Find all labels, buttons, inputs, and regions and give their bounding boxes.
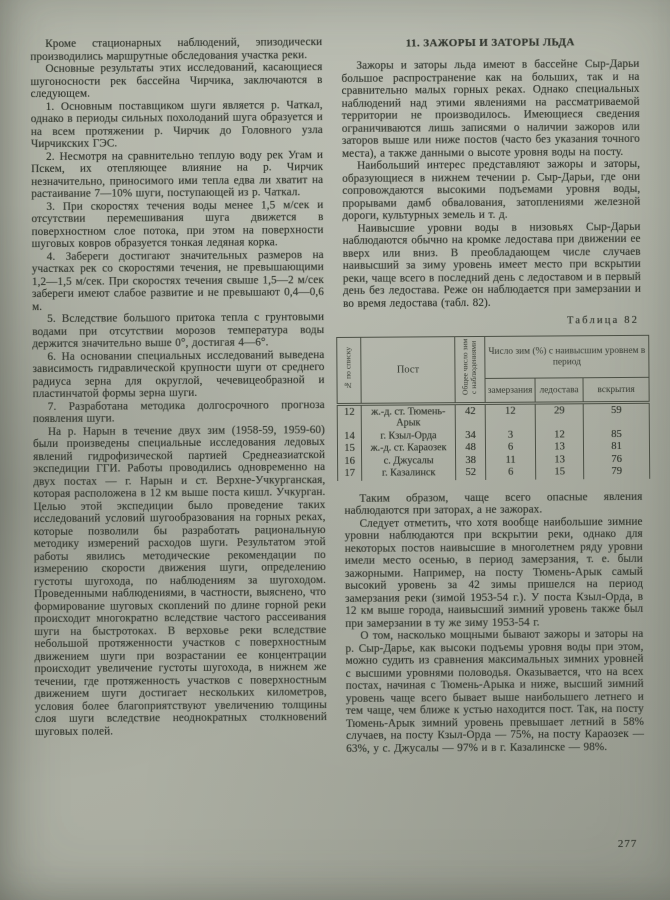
page-number: 277 bbox=[617, 837, 638, 851]
left-column bbox=[30, 36, 327, 738]
cell-breakup: 59 bbox=[583, 402, 649, 428]
cell-total-winters: 42 bbox=[455, 403, 485, 429]
table-row bbox=[338, 466, 650, 481]
paragraph: 2. Несмотря на сравнительно теплую воду рек Угам и Пскем, их отепляющее влияние на р. Чирчик незначительно, приносимого ими тепла едва ли хватит на растаивание 7—10% шуги, поступающей из р. Чаткал. bbox=[30, 148, 324, 201]
paragraph: Зажоры и заторы льда имеют в бассейне Сыр-Дарьи большое распространение как на больших, так и на сравнительно малых горных реках. Однако специальных наблюдений над этими явлениями на рассматриваемой территории не производилось. Имеющиеся сведения ограничиваются лишь записями о наличии зажоров или заторов выше или ниже постов (часто без указания точного места), а также данными о высоте уровня воды на посту. bbox=[341, 57, 640, 160]
paragraph: 7. Разработана методика долгосрочного прогноза появления шуги. bbox=[32, 398, 325, 426]
table-82 bbox=[336, 335, 650, 481]
right-column-top-paragraphs bbox=[341, 58, 641, 310]
cell-breakup: 76 bbox=[584, 453, 650, 466]
cell-freezeup: 6 bbox=[486, 467, 536, 480]
cell-icecover: 15 bbox=[536, 466, 584, 479]
table-caption: Таблица 82 bbox=[566, 314, 640, 327]
paragraph: 4. Забереги достигают значительных размеров на участках рек со скоростями течения, не превышающими 1,2—1,5 м/сек. При скоростях течения свыше 1,5—2 м/сек забереги имеют слабое развитие и не превышают 0,4—0,6 м. bbox=[31, 248, 324, 313]
cell-number: 12 bbox=[337, 404, 361, 430]
section-heading: 11. ЗАЖОРЫ И ЗАТОРЫ ЛЬДА bbox=[405, 36, 575, 50]
cell-icecover: 12 bbox=[535, 428, 583, 441]
paragraph: Таким образом, чаще всего опасные явления наблюдаются при заторах, а не зажорах. bbox=[344, 490, 643, 517]
cell-post: ж.-д. ст. Тюмень-Арык bbox=[361, 404, 455, 430]
column-header-breakup: вскрытия bbox=[583, 377, 649, 402]
column-header-group: Число зим (%) с наивысшим уровнем в период bbox=[485, 335, 649, 378]
cell-icecover: 29 bbox=[535, 403, 583, 429]
paragraph: На р. Нарын в течение двух зим (1958-59, 1959-60) были произведены специальные исследования ледовых явлений гидрофизической партией Среднеазиатской экспедиции ГГИ. Работы проводились одновременно на двух постах — г. Нарын и ст. Верхне-Учкурганская, которая расположена в 12 км выше поста кишл. Учкурган. Целью этой экспедиции было проведение таких исследований условий шугообразования на горных реках, которые позволили бы разработать рациональную методику измерений расходов шуги. Результатом этой работы явились методические рекомендации по измерению скорости движения шуги, определению густоты шугохода, по наблюдениям за шугоходом. Проведенными наблюдениями, в частности, выяснено, что формирование шуговых скоплений по длине горной реки происходит многократно вследствие частого рассеивания шуги на быстротоках. В верховье реки вследствие небольшой протяженности участков с поверхностным движением шуги при возрастании ее концентрации происходит увеличение густоты шугохода, в нижнем же течении, где протяженность участков с поверхностным движением шуги достигает нескольких километров, условия более благоприятствуют увеличению толщины слоя шуги вследствие неоднократных столкновений шуговых полей. bbox=[32, 423, 327, 738]
paragraph: Основные результаты этих исследований, касающиеся шугоносности рек бассейна Чирчика, заключаются в следующем. bbox=[30, 61, 323, 101]
cell-freezeup: 11 bbox=[486, 454, 536, 467]
paragraph: 1. Основным поставщиком шуги является р. Чаткал, однако в периоды сильных похолоданий шуга образуется и на всем протяжении р. Чирчик до Головного узла Чирчикских ГЭС. bbox=[30, 98, 323, 151]
paragraph: Наибольший интерес представляют зажоры и заторы, образующиеся в нижнем течении р. Сыр-Дарьи, где они сопровождаются высокими подъемами уровня воды, прорывами дамб обвалования, затоплениями железной дороги, культурных земель и т. д. bbox=[342, 157, 641, 222]
table-row bbox=[337, 402, 649, 430]
cell-number: 16 bbox=[338, 455, 362, 468]
column-header-freezeup: замерзания bbox=[485, 378, 535, 403]
cell-number: 14 bbox=[337, 430, 361, 443]
cell-icecover: 13 bbox=[536, 454, 584, 467]
column-header-total-winters: Общее число зим с наблюдениями bbox=[455, 336, 485, 403]
cell-number: 15 bbox=[337, 443, 361, 456]
cell-breakup: 85 bbox=[583, 428, 649, 441]
cell-total-winters: 38 bbox=[456, 454, 486, 467]
cell-post: с. Джусалы bbox=[362, 455, 456, 468]
paragraph: Следует отметить, что хотя вообще наибольшие зимние уровни наблюдаются при вскрытии реки, однако для некоторых постов наивысшие в многолетнем ряду уровни имели место осенью, в период замерзания, т. е. были зажорными. Например, на посту Тюмень-Арык самый высокий уровень за 42 зимы пришелся на период замерзания реки (зимой 1953-54 г.). У поста Кзыл-Орда, в 12 км выше города, наивысший зимний уровень также был при замерзании в ту же зиму 1953-54 г. bbox=[344, 515, 644, 630]
cell-icecover: 13 bbox=[535, 441, 583, 454]
table-body bbox=[337, 402, 650, 480]
cell-post: г. Казалинск bbox=[362, 467, 456, 480]
paragraph: Кроме стационарных наблюдений, эпизодически производились маршрутные обследования участка реки. bbox=[30, 36, 323, 63]
paragraph: 5. Вследствие большого притока тепла с грунтовыми водами при отсутствии морозов температура воды держится значительно выше 0°, достигая 4—6°. bbox=[32, 311, 325, 351]
cell-freezeup: 3 bbox=[485, 429, 535, 442]
paragraph: О том, насколько мощными бывают зажоры и заторы на р. Сыр-Дарье, как высоки подъемы уровня воды при этом, можно судить из сравнения максимальных зимних уровней с высшими уровнями половодья. Оказывается, что на всех постах, начиная с Тюмень-Арыка и ниже, высший зимний уровень чаще всего бывает выше наибольшего летнего и тем чаще, чем ближе к устью находится пост. Так, на посту Тюмень-Арык зимний уровень превышает летний в 58% случаев, на посту Кзыл-Орда — 75%, на посту Караозек — 63%, у с. Джусалы — 97% и в г. Казалинске — 98%. bbox=[345, 627, 645, 755]
paragraph: 3. При скоростях течения воды менее 1,5 м/сек и отсутствии перемешивания шуга движется в поверхностном слое потока, при этом на поверхности шуговых ковров образуется тонкая ледяная корка. bbox=[31, 198, 324, 251]
cell-breakup: 79 bbox=[584, 466, 650, 479]
table-header bbox=[337, 335, 649, 404]
cell-post: ж.-д. ст. Караозек bbox=[361, 442, 455, 455]
column-header-icecover: ледостава bbox=[535, 378, 583, 403]
right-column bbox=[341, 28, 644, 755]
cell-total-winters: 48 bbox=[455, 442, 485, 455]
cell-number: 17 bbox=[338, 468, 362, 481]
column-header-post: Пост bbox=[361, 337, 455, 405]
paragraph: Наивысшие уровни воды в низовьях Сыр-Дарьи наблюдаются обычно на кромке ледостава при движении ее вверх или вниз. В преобладающем числе случаев наивысший за зиму уровень имеет место при вскрытии реки, чаще всего в последний день с ледоставом и в первый день без ледостава. Реже он наблюдается при замерзании и во время ледостава (табл. 82). bbox=[342, 220, 641, 310]
cell-total-winters: 52 bbox=[456, 467, 486, 480]
cell-total-winters: 34 bbox=[455, 429, 485, 442]
cell-freezeup: 6 bbox=[485, 441, 535, 454]
cell-breakup: 81 bbox=[583, 441, 649, 454]
paragraph: 6. На основании специальных исследований выведена зависимость гидравлической крупности шуги от среднего радиуса зерна для округлой, чечевицеобразной и пластинчатой формы зерна шуги. bbox=[32, 348, 325, 401]
right-column-bottom-paragraphs bbox=[344, 490, 644, 755]
cell-freezeup: 12 bbox=[485, 403, 535, 429]
column-header-number: № по списку bbox=[337, 337, 361, 404]
cell-post: г. Кзыл-Орда bbox=[361, 429, 455, 442]
